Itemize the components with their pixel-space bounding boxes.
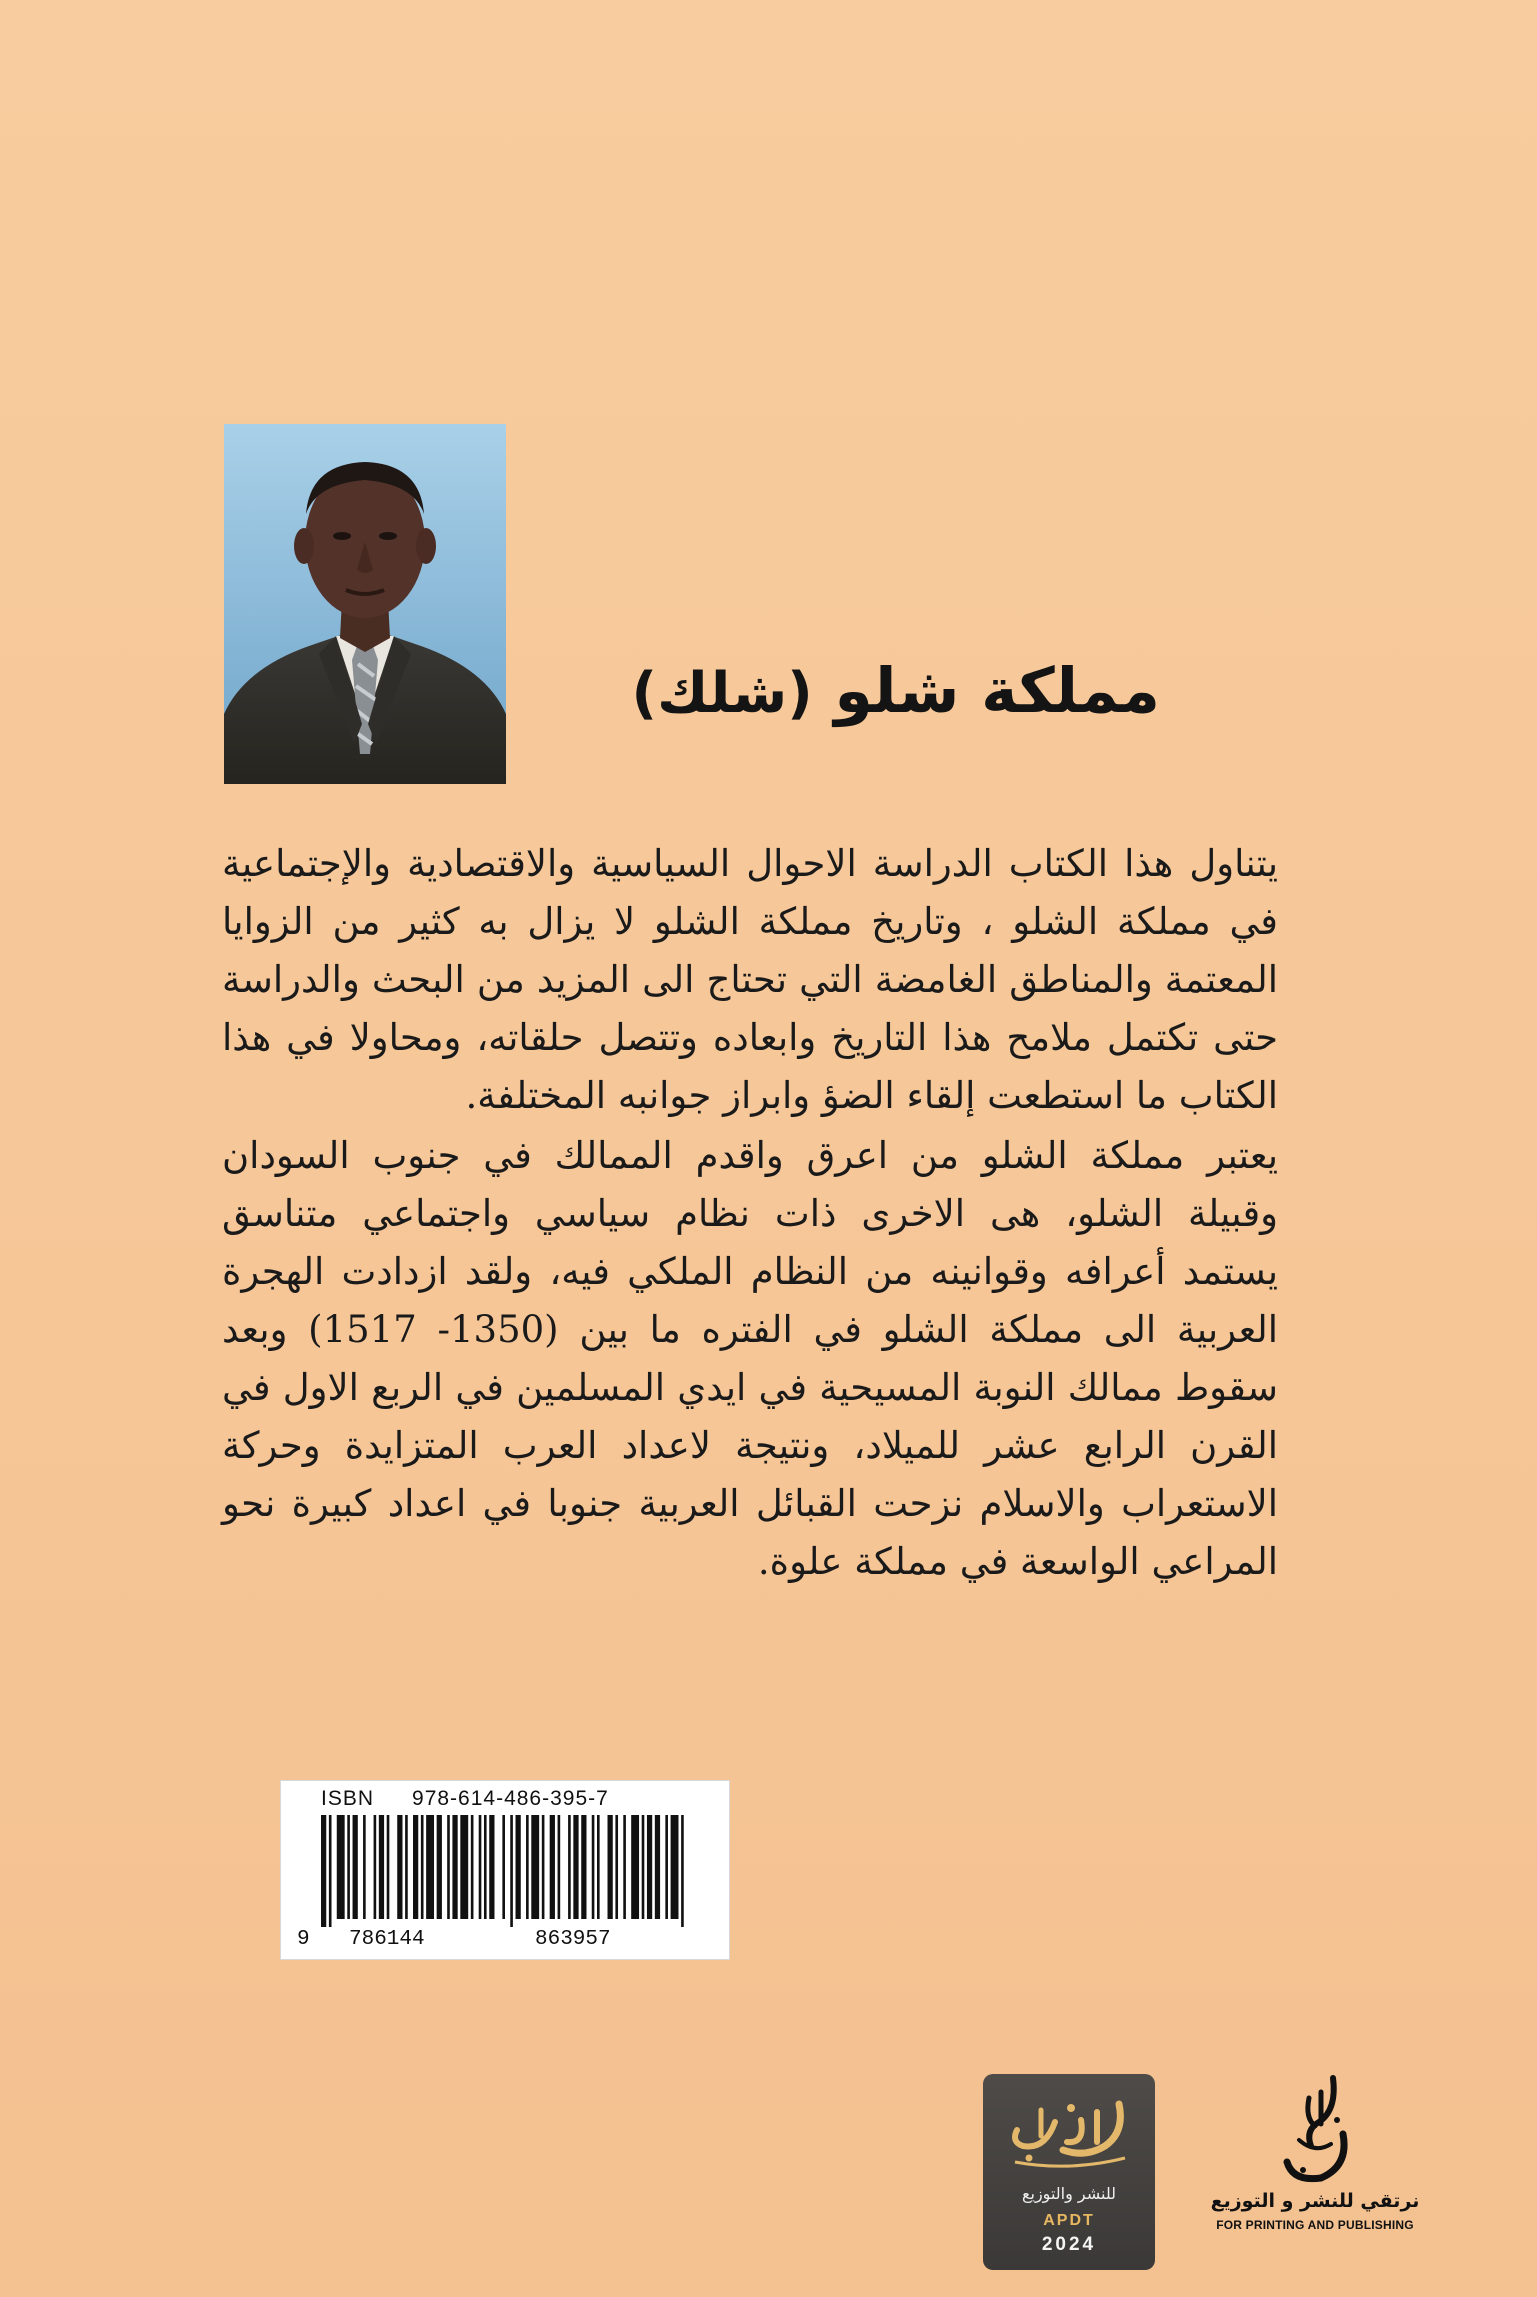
barcode-bar xyxy=(642,1815,645,1919)
barcode-bar xyxy=(374,1815,377,1919)
barcode-bar xyxy=(329,1815,332,1927)
barcode-bar xyxy=(542,1815,545,1919)
barcode-bar xyxy=(405,1815,408,1919)
barcode-bar xyxy=(681,1815,684,1927)
publisher-left-abbr: APDT xyxy=(1043,2212,1095,2229)
barcode-bar xyxy=(447,1815,450,1919)
barcode-bar xyxy=(647,1815,652,1919)
barcode-bar xyxy=(573,1815,578,1919)
barcode-bar xyxy=(531,1815,539,1919)
barcode-bar xyxy=(631,1815,639,1919)
barcode-bar xyxy=(581,1815,586,1919)
barcode-bar xyxy=(526,1815,529,1919)
barcode-bar xyxy=(460,1815,468,1919)
author-photo xyxy=(224,424,506,784)
publisher-calligraphy-icon xyxy=(1001,2092,1137,2168)
barcode-bar xyxy=(421,1815,424,1919)
barcode-bar xyxy=(608,1815,613,1919)
barcode-bar xyxy=(665,1815,668,1919)
barcode-bar xyxy=(413,1815,418,1919)
barcode-bar xyxy=(502,1815,505,1919)
barcode-bar xyxy=(558,1815,561,1919)
publisher-right-english-name: FOR PRINTING AND PUBLISHING xyxy=(1216,2218,1414,2232)
barcode-digits-left: 786144 xyxy=(349,1928,425,1951)
barcode-bar xyxy=(353,1815,358,1919)
barcode-bar xyxy=(516,1815,521,1919)
barcode-bar xyxy=(623,1815,626,1919)
barcode-digit-first: 9 xyxy=(297,1928,310,1951)
barcode-bar xyxy=(363,1815,366,1919)
isbn-number: 978-614-486-395-7 xyxy=(412,1787,609,1810)
barcode-bar xyxy=(484,1815,487,1919)
barcode-bar xyxy=(592,1815,595,1919)
barcode-bar xyxy=(337,1815,345,1919)
barcode-bar xyxy=(568,1815,571,1919)
barcode-bar xyxy=(437,1815,442,1919)
barcode-bar xyxy=(397,1815,402,1919)
barcode-bar xyxy=(550,1815,555,1919)
barcode-bar xyxy=(655,1815,660,1919)
barcode-bar xyxy=(471,1815,474,1919)
publisher-left-name: للنشر والتوزيع xyxy=(1021,2184,1117,2203)
book-title-main: مملكة شلو xyxy=(834,654,1160,727)
description-paragraph-1: يتناول هذا الكتاب الدراسة الاحوال السياسية والاقتصادية والإجتماعية في مملكة الشلو ، وتاريخ مملكة الشلو لا يزال به كثير من الزوايا المعتمة والمناطق الغامضة التي تحتاج الى المزيد من البحث والدراسة حتى تكتمل ملامح هذا التاريخ وابعاده وتتصل حلقاته، ومحاولا في هذا الكتاب ما استطعت إلقاء الضؤ وابراز جوانبه المختلفة. xyxy=(222,842,1278,1117)
barcode-bar xyxy=(671,1815,679,1919)
barcode-bar xyxy=(510,1815,513,1927)
book-description xyxy=(222,835,1278,1593)
barcode-bar xyxy=(387,1815,390,1919)
publisher-right-name: نرتقي للنشر و التوزيع xyxy=(1210,2190,1420,2212)
author-portrait-image xyxy=(224,424,506,784)
barcode-bars xyxy=(321,1815,689,1927)
isbn-prefix: ISBN xyxy=(321,1787,375,1810)
barcode-bar xyxy=(615,1815,618,1919)
barcode-bar xyxy=(426,1815,434,1919)
barcode-bar xyxy=(479,1815,482,1919)
barcode-bar xyxy=(379,1815,384,1919)
publisher-calligraphy-icon xyxy=(1275,2070,1365,2190)
isbn-barcode xyxy=(280,1780,730,1960)
barcode-bar xyxy=(347,1815,350,1919)
barcode-bar xyxy=(321,1815,326,1927)
barcode-digits-right: 863957 xyxy=(535,1928,611,1951)
description-paragraph-2: يعتبر مملكة الشلو من اعرق واقدم الممالك في جنوب السودان وقبيلة الشلو، هى الاخرى ذات نظام سياسي واجتماعي متناسق يستمد أعرافه وقوانينه من النظام الملكي فيه، ولقد ازدادت الهجرة العربية الى مملكة الشلو في الفتره ما بين (1350- 1517) وبعد سقوط ممالك النوبة المسيحية في ايدي المسلمين في الربع الاول في القرن الرابع عشر للميلاد، ونتيجة لاعداد العرب المتزايدة وحركة الاستعراب والاسلام نزحت القبائل العربية جنوبا في اعداد كبيرة نحو المراعي الواسعة في مملكة علوة. xyxy=(222,1134,1279,1583)
book-title-subtitle: (شلك) xyxy=(631,661,813,726)
barcode-bar xyxy=(452,1815,457,1919)
publisher-left-year: 2024 xyxy=(1041,2234,1097,2255)
publisher-logo-right xyxy=(1195,2070,1435,2240)
publisher-logo-left xyxy=(983,2074,1155,2270)
isbn-label xyxy=(321,1787,609,1811)
barcode-bar xyxy=(597,1815,600,1919)
barcode-bar xyxy=(489,1815,494,1919)
book-title xyxy=(600,654,1160,727)
